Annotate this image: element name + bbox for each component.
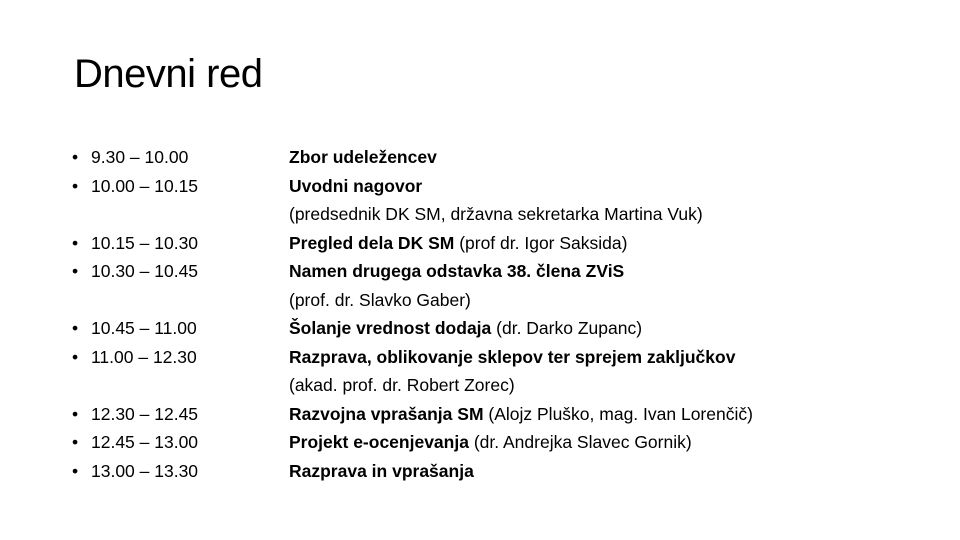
agenda-item	[289, 286, 949, 315]
agenda-item	[289, 457, 949, 486]
time-row	[72, 314, 272, 343]
time-row-spacer	[72, 286, 272, 315]
agenda-item	[289, 371, 949, 400]
agenda-speaker: (prof dr. Igor Saksida)	[454, 232, 628, 253]
agenda-topic: Razprava in vprašanja	[289, 460, 474, 481]
bullet-icon: •	[72, 346, 79, 367]
agenda-speaker: (Alojz Pluško, mag. Ivan Lorenčič)	[483, 403, 753, 424]
agenda-item	[289, 172, 949, 201]
agenda-speaker: (prof. dr. Slavko Gaber)	[289, 289, 471, 310]
time-label: 10.45 – 11.00	[91, 318, 197, 338]
time-label: 9.30 – 10.00	[91, 147, 189, 167]
time-label: 13.00 – 13.30	[91, 460, 199, 481]
agenda-item	[289, 143, 949, 172]
time-row-spacer	[72, 371, 272, 400]
time-label: 10.00 – 10.15	[91, 175, 199, 196]
time-list	[72, 143, 272, 485]
bullet-icon: •	[72, 432, 79, 452]
bullet-icon: •	[72, 403, 79, 424]
agenda-topic: Šolanje vrednost dodaja	[289, 318, 492, 338]
bullet-icon: •	[72, 232, 79, 253]
time-row	[72, 229, 272, 258]
time-label: 10.15 – 10.30	[91, 232, 199, 253]
agenda-item	[289, 200, 949, 229]
agenda-speaker: (dr. Darko Zupanc)	[491, 318, 643, 338]
bullet-icon: •	[72, 147, 79, 167]
agenda-topic: Namen drugega odstavka 38. člena ZViS	[289, 261, 625, 281]
agenda-item	[289, 428, 949, 457]
agenda-item	[289, 343, 949, 372]
time-label: 12.30 – 12.45	[91, 403, 199, 424]
time-row-spacer	[72, 200, 272, 229]
agenda-topic: Zbor udeležencev	[289, 147, 437, 167]
time-label: 10.30 – 10.45	[91, 261, 199, 281]
bullet-icon: •	[72, 175, 79, 196]
time-row	[72, 457, 272, 486]
bullet-icon: •	[72, 460, 79, 481]
agenda-speaker: (dr. Andrejka Slavec Gornik)	[468, 432, 692, 452]
agenda-topic: Pregled dela DK SM	[289, 232, 455, 253]
time-row	[72, 343, 272, 372]
slide-title: Dnevni red	[74, 52, 263, 96]
agenda-item	[289, 229, 949, 258]
time-row	[72, 257, 272, 286]
agenda-topic: Razprava, oblikovanje sklepov ter sprejem zaključkov	[289, 346, 736, 367]
bullet-icon: •	[72, 261, 79, 281]
time-row	[72, 172, 272, 201]
agenda-speaker: (predsednik DK SM, državna sekretarka Martina Vuk)	[289, 204, 703, 224]
agenda-topic: Projekt e-ocenjevanja	[289, 432, 469, 452]
agenda-list	[289, 143, 949, 485]
time-row	[72, 143, 272, 172]
agenda-topic: Uvodni nagovor	[289, 175, 423, 196]
time-label: 12.45 – 13.00	[91, 432, 199, 452]
agenda-item	[289, 314, 949, 343]
bullet-icon: •	[72, 318, 79, 338]
agenda-topic: Razvojna vprašanja SM	[289, 403, 484, 424]
agenda-speaker: (akad. prof. dr. Robert Zorec)	[289, 375, 515, 395]
agenda-item	[289, 400, 949, 429]
time-row	[72, 428, 272, 457]
time-row	[72, 400, 272, 429]
agenda-item	[289, 257, 949, 286]
time-label: 11.00 – 12.30	[91, 346, 197, 367]
